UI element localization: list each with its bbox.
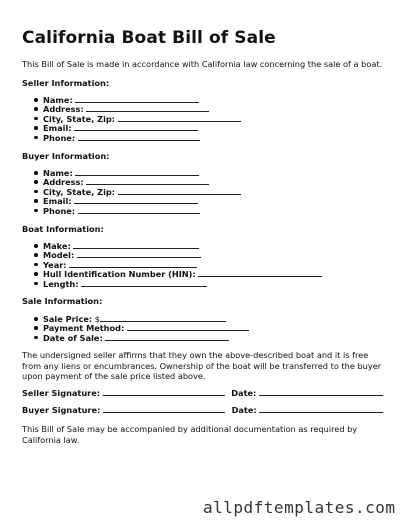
seller-email-field: Email:: [34, 123, 241, 132]
sale-fields: [34, 314, 249, 342]
boat-model-field: Model:: [34, 250, 322, 259]
boat-make-field: Make:: [34, 241, 322, 250]
seller-address-line[interactable]: [86, 104, 209, 112]
buyer-signature-date-line[interactable]: [259, 405, 383, 413]
sale-date-field: Date of Sale:: [34, 333, 249, 342]
seller-city-state-zip-field: City, State, Zip:: [34, 114, 241, 123]
boat-year-field: Year:: [34, 260, 322, 269]
buyer-city-state-zip-field: City, State, Zip:: [34, 187, 241, 196]
seller-signature-date-line[interactable]: [259, 388, 383, 396]
sale-price-field: Sale Price: $: [34, 314, 249, 323]
boat-make-line[interactable]: [73, 241, 199, 249]
payment-method-line[interactable]: [127, 323, 249, 331]
seller-email-line[interactable]: [74, 123, 198, 131]
sale-date-line[interactable]: [105, 333, 229, 341]
boat-fields: [34, 241, 322, 288]
boat-length-line[interactable]: [81, 279, 207, 287]
buyer-address-field: Address:: [34, 177, 241, 186]
buyer-signature-row: Buyer Signature: Date:: [22, 405, 383, 415]
seller-signature-row: Seller Signature: Date:: [22, 388, 383, 398]
seller-name-line[interactable]: [75, 95, 199, 103]
closing-paragraph: This Bill of Sale may be accompanied by additional documentation as required by California law.: [22, 424, 358, 445]
seller-section-heading: Seller Information:: [22, 78, 110, 88]
payment-method-field: Payment Method:: [34, 323, 249, 332]
seller-name-field: Name:: [34, 95, 241, 104]
seller-signature-line[interactable]: [103, 388, 225, 396]
seller-phone-field: Phone:: [34, 133, 241, 142]
seller-fields: [34, 95, 241, 142]
sale-price-line[interactable]: [100, 314, 226, 322]
boat-model-line[interactable]: [77, 250, 201, 258]
boat-length-field: Length:: [34, 279, 322, 288]
buyer-fields: [34, 168, 241, 215]
boat-hin-line[interactable]: [198, 269, 322, 277]
buyer-phone-field: Phone:: [34, 206, 241, 215]
seller-address-field: Address:: [34, 104, 241, 113]
seller-phone-line[interactable]: [78, 133, 200, 141]
buyer-email-line[interactable]: [74, 196, 198, 204]
watermark-text: allpdftemplates.com: [203, 498, 396, 517]
buyer-section-heading: Buyer Information:: [22, 151, 110, 161]
boat-hin-field: Hull Identification Number (HIN):: [34, 269, 322, 278]
buyer-signature-line[interactable]: [103, 405, 225, 413]
buyer-phone-line[interactable]: [78, 206, 200, 214]
intro-paragraph: This Bill of Sale is made in accordance with California law concerning the sale of a boat.: [22, 59, 383, 69]
buyer-email-field: Email:: [34, 196, 241, 205]
boat-section-heading: Boat Information:: [22, 224, 104, 234]
affirmation-paragraph: The undersigned seller affirms that they own the above-described boat and it is free from any liens or encumbrances. Ownership of the boat will be transferred to the buyer upon payment of the sale price listed above.: [22, 350, 382, 381]
document-title: California Boat Bill of Sale: [22, 28, 276, 48]
buyer-city-state-zip-line[interactable]: [118, 187, 241, 195]
buyer-name-field: Name:: [34, 168, 241, 177]
buyer-address-line[interactable]: [86, 177, 209, 185]
sale-section-heading: Sale Information:: [22, 296, 103, 306]
boat-year-line[interactable]: [69, 260, 197, 268]
buyer-name-line[interactable]: [75, 168, 199, 176]
seller-city-state-zip-line[interactable]: [118, 114, 241, 122]
